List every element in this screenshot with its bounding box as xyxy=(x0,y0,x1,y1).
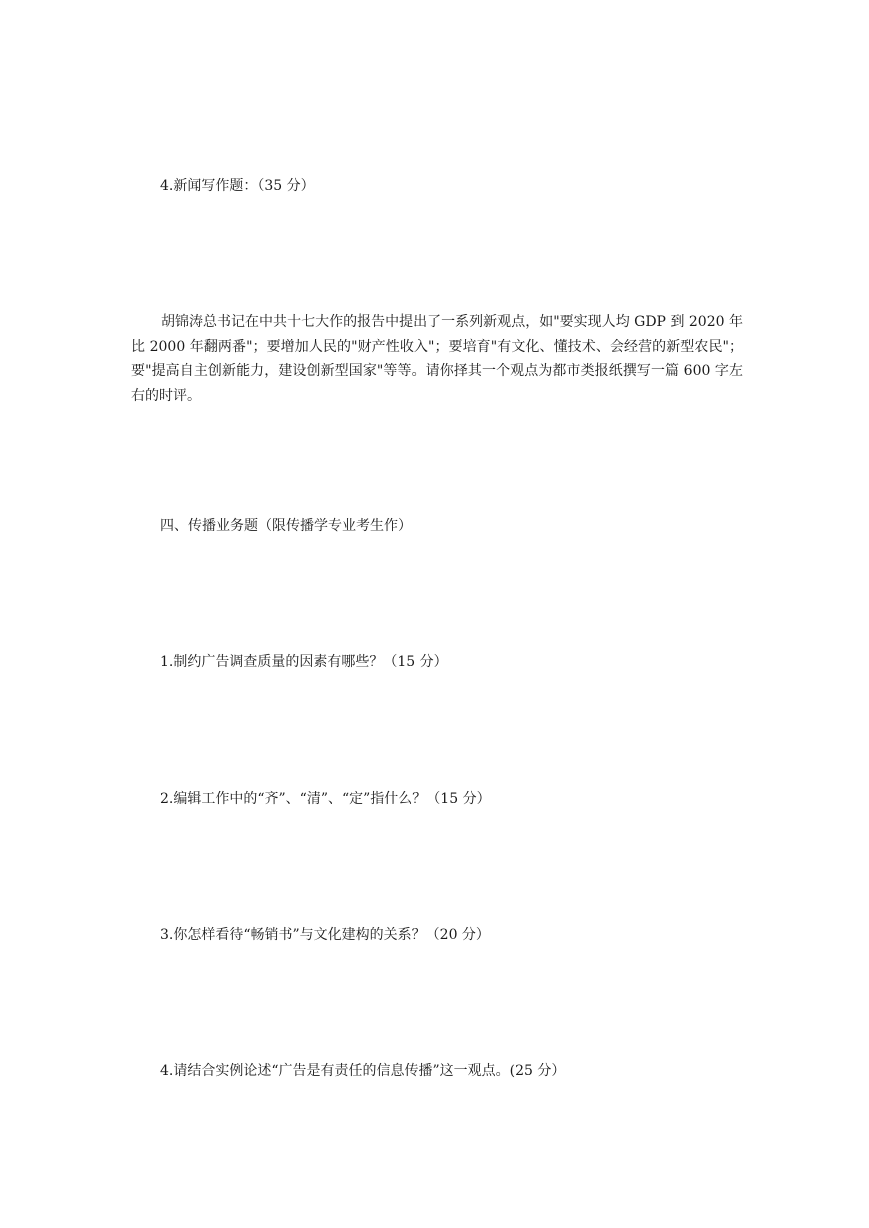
question-1: 1.制约广告调查质量的因素有哪些？（15 分） xyxy=(160,654,448,670)
question-2: 2.编辑工作中的“齐”、“清”、“定”指什么？（15 分） xyxy=(160,791,491,807)
news-writing-question-title: 4.新闻写作题：（35 分） xyxy=(160,178,315,194)
section-four-heading: 四、传播业务题（限传播学专业考生作） xyxy=(160,518,412,534)
question-3: 3.你怎样看待“畅销书”与文化建构的关系？（20 分） xyxy=(160,927,490,943)
question-4: 4.请结合实例论述“广告是有责任的信息传播”这一观点。(25 分） xyxy=(160,1063,566,1079)
news-writing-question-prompt: 胡锦涛总书记在中共十七大作的报告中提出了一系列新观点，如"要实现人均 GDP 到 2020 年比 2000 年翻两番"；要增加人民的"财产性收入"；要培育"有文化、懂技术、会经营的新型农民"；要"提高自主创新能力，建设创新型国家"等等。请你择其一个观点为都市类报纸撰写一篇 600 字左右的时评。 xyxy=(131,314,743,404)
